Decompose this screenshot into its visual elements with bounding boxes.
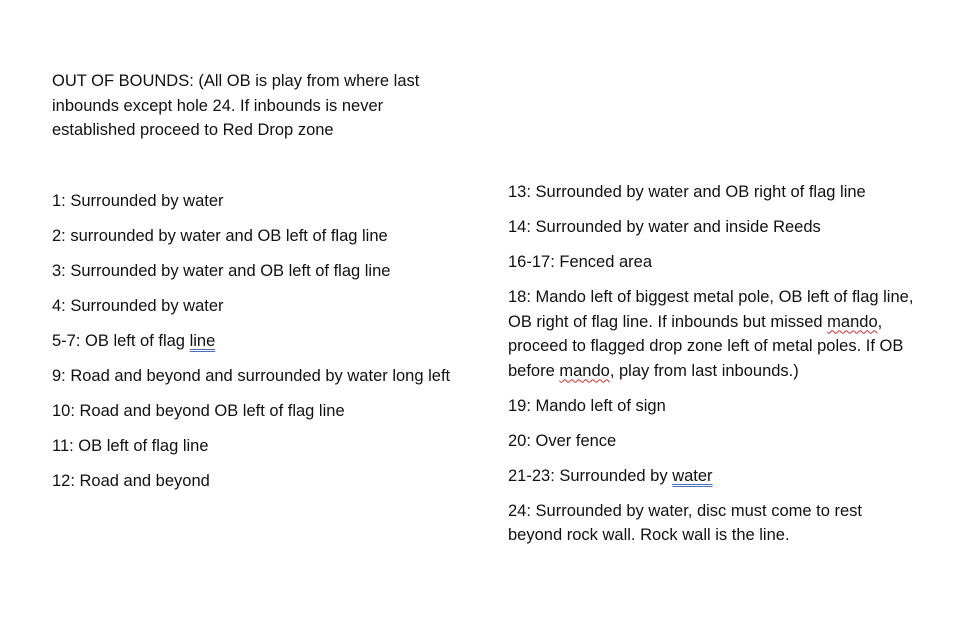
grammar-marked-word: water	[672, 466, 713, 485]
rule-item	[508, 180, 918, 205]
rule-item	[52, 224, 452, 249]
rule-text: 5-7: OB left of flag	[52, 332, 190, 350]
rule-item	[52, 469, 452, 494]
rule-text: 20: Over fence	[508, 431, 617, 450]
rule-text: 19: Mando left of sign	[508, 396, 666, 415]
rule-item	[52, 364, 452, 389]
intro-paragraph: OUT OF BOUNDS: (All OB is play from where last inbounds except hole 24. If inbounds is never established proceed to Red Drop zone	[52, 72, 420, 139]
rule-item	[508, 394, 918, 419]
rule-item	[52, 294, 452, 319]
rule-item	[52, 399, 452, 424]
rule-item	[52, 259, 452, 284]
rule-text: 10: Road and beyond OB left of flag line	[52, 402, 345, 420]
rule-text: 14: Surrounded by water and inside Reeds	[508, 218, 821, 236]
rule-text: 18: Mando left of biggest metal pole, OB left of flag line, OB right of flag line. If inbounds but missed	[508, 288, 914, 331]
rule-text: 1: Surrounded by water	[52, 192, 224, 210]
rule-item	[508, 215, 918, 240]
rule-text: 16-17: Fenced area	[508, 253, 653, 271]
rule-item	[508, 429, 918, 454]
rule-text: 11: OB left of flag line	[52, 437, 209, 455]
rule-item	[508, 250, 918, 275]
rule-text: , proceed to flagged drop zone left of metal poles. If OB before	[508, 312, 904, 380]
rule-text: 12: Road and beyond	[52, 472, 210, 490]
spelling-marked-word: mando	[559, 361, 610, 380]
right-column	[508, 180, 918, 558]
rule-text: 21-23: Surrounded by	[508, 466, 673, 485]
rule-text: 2: surrounded by water and OB left of flag line	[52, 227, 388, 245]
spelling-marked-word: mando	[827, 312, 878, 331]
rule-item	[52, 189, 452, 214]
left-column	[52, 189, 452, 504]
rule-item	[508, 464, 918, 489]
rule-text: , play from last inbounds.)	[609, 361, 799, 380]
rule-text: 24: Surrounded by water, disc must come to rest beyond rock wall. Rock wall is the line.	[508, 501, 863, 544]
grammar-marked-word: line	[189, 332, 216, 350]
rule-item	[52, 434, 452, 459]
rule-text: 4: Surrounded by water	[52, 297, 224, 315]
rule-text: 13: Surrounded by water and OB right of flag line	[508, 183, 866, 201]
rule-item	[508, 285, 918, 383]
rule-item	[52, 329, 452, 354]
rule-text: 9: Road and beyond and surrounded by water long left	[52, 367, 451, 385]
rule-item	[508, 499, 918, 548]
rule-text: 3: Surrounded by water and OB left of flag line	[52, 262, 391, 280]
